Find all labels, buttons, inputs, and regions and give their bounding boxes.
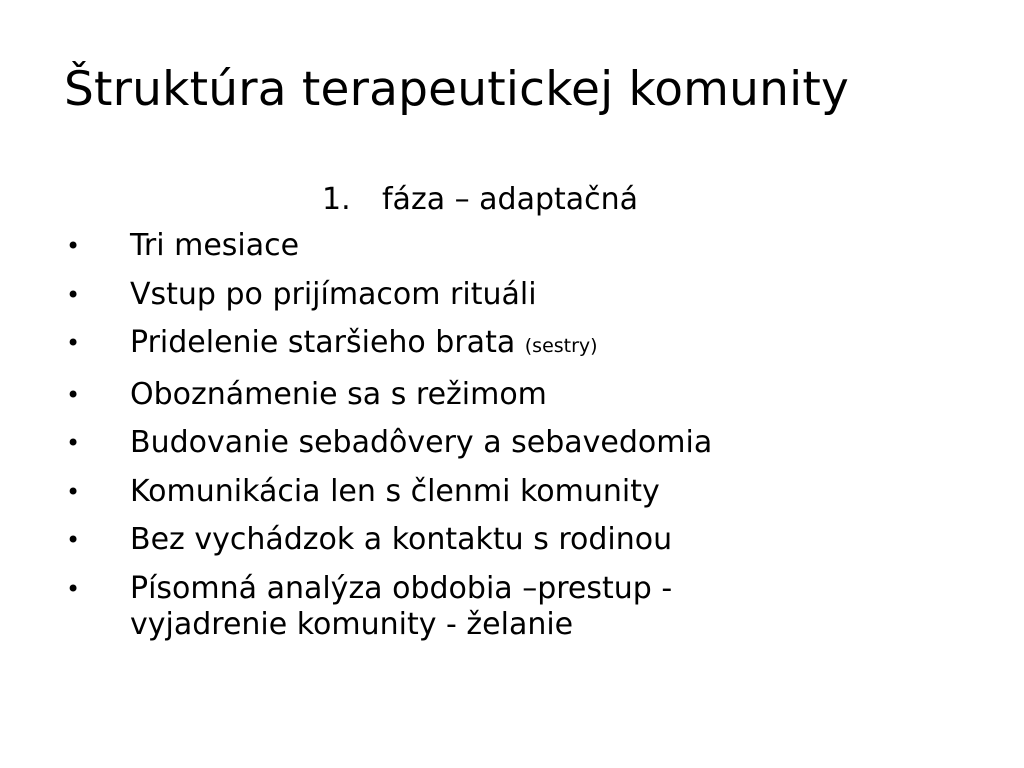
- bullet-item: [66, 377, 966, 413]
- bullet-item: [66, 571, 966, 643]
- bullet-text: Bez vychádzok a kontaktu s rodinou: [130, 522, 673, 557]
- bullet-note: (sestry): [524, 335, 598, 357]
- bullet-marker: •: [66, 232, 81, 260]
- bullet-item: [66, 425, 966, 461]
- bullet-text: Komunikácia len s členmi komunity: [130, 473, 660, 509]
- bullet-text-line-2: vyjadrenie komunity - želanie: [130, 606, 574, 642]
- bullet-text: Tri mesiace: [130, 228, 300, 263]
- bullet-marker: •: [66, 574, 81, 603]
- bullet-marker: •: [66, 526, 81, 554]
- bullet-marker: •: [66, 429, 81, 457]
- bullet-list: [66, 228, 966, 655]
- slide-title: Štruktúra terapeutickej komunity: [64, 62, 850, 117]
- bullet-text: Budovanie sebadôvery a sebavedomia: [130, 425, 713, 460]
- bullet-text: Pridelenie staršieho brata: [130, 325, 516, 360]
- phase-label: fáza – adaptačná: [382, 182, 639, 217]
- bullet-item: [66, 277, 966, 313]
- bullet-text-line-1: Písomná analýza obdobia –prestup -: [130, 570, 673, 606]
- bullet-marker: •: [66, 380, 81, 409]
- bullet-text: Vstup po prijímacom rituáli: [130, 276, 537, 312]
- bullet-item: [66, 325, 966, 364]
- bullet-marker: •: [66, 477, 81, 506]
- bullet-marker: •: [66, 329, 81, 357]
- bullet-item: [66, 522, 966, 558]
- bullet-item: [66, 228, 966, 264]
- bullet-text: Oboznámenie sa s režimom: [130, 376, 547, 412]
- bullet-marker: •: [66, 280, 81, 309]
- phase-number: 1.: [322, 182, 351, 217]
- bullet-item: [66, 474, 966, 510]
- phase-heading: [322, 180, 638, 220]
